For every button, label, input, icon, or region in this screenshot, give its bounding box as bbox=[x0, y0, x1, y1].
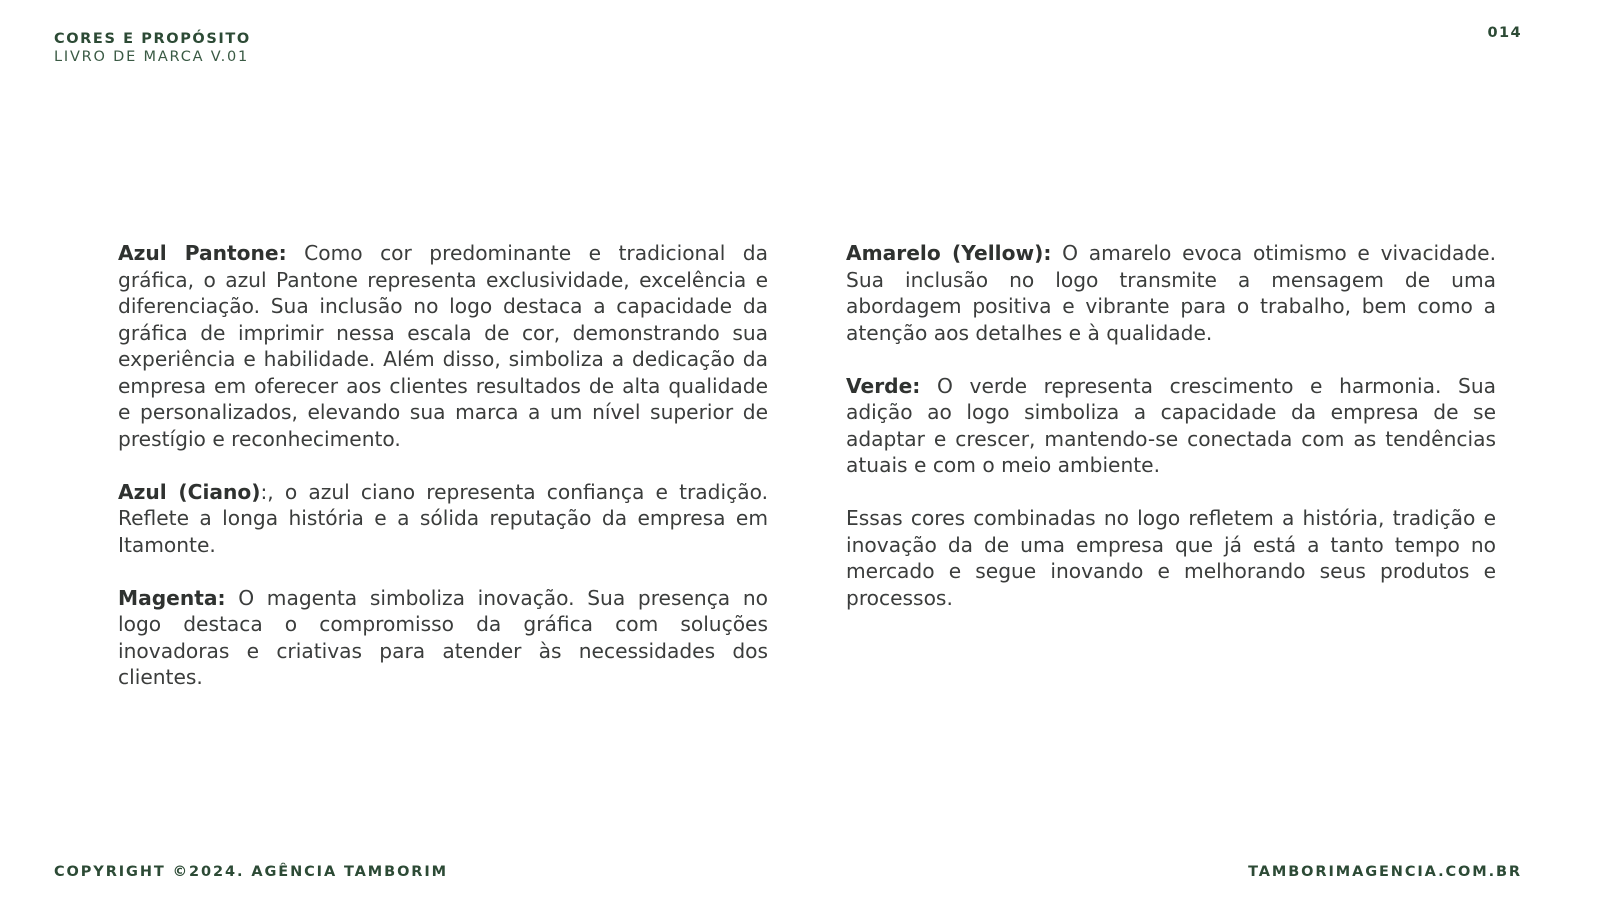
paragraph-azul-ciano bbox=[118, 479, 768, 559]
paragraph-text: Como cor predominante e tradicional da gráfica, o azul Pantone representa exclusividade, excelência e diferenciação. Sua inclusão no logo destaca a capacidade da gráfica de imprimir nessa escala de cor, demonstrando sua experiência e habilidade. Além disso, simboliza a dedicação da empresa em oferecer aos clientes resultados de alta qualidade e personalizados, elevando sua marca a um nível superior de prestígio e reconhecimento. bbox=[118, 241, 768, 451]
book-title: LIVRO DE MARCA V.01 bbox=[54, 49, 250, 65]
left-column bbox=[118, 240, 768, 717]
paragraph-azul-pantone bbox=[118, 240, 768, 452]
paragraph-amarelo bbox=[846, 240, 1496, 346]
paragraph-term: Amarelo (Yellow): bbox=[846, 241, 1052, 265]
paragraph-text: O magenta simboliza inovação. Sua presença no logo destaca o compromisso da gráfica com soluções inovadoras e criativas para atender às necessidades dos clientes. bbox=[118, 585, 768, 689]
section-title: CORES E PROPÓSITO bbox=[54, 31, 251, 47]
right-column bbox=[846, 240, 1496, 638]
paragraph-text: O amarelo evoca otimismo e vivacidade. Sua inclusão no logo transmite a mensagem de uma abordagem positiva e vibrante para o trabalho, bem como a atenção aos detalhes e à qualidade. bbox=[846, 241, 1496, 345]
paragraph-text: :, o azul ciano representa confiança e tradição. Reflete a longa história e a sólida reputação da empresa em Itamonte. bbox=[118, 479, 768, 557]
paragraph-term: Verde: bbox=[846, 373, 921, 398]
paragraph-verde bbox=[846, 373, 1496, 479]
page-number: 014 bbox=[1487, 25, 1522, 41]
header bbox=[54, 30, 251, 67]
footer-copyright: COPYRIGHT ©2024. AGÊNCIA TAMBORIM bbox=[54, 864, 448, 880]
footer-website: TAMBORIMAGENCIA.COM.BR bbox=[1248, 864, 1522, 880]
paragraph-summary bbox=[846, 505, 1496, 611]
paragraph-term: Azul Pantone: bbox=[118, 241, 287, 265]
paragraph-term: Azul (Ciano) bbox=[118, 479, 261, 504]
paragraph-text: Essas cores combinadas no logo refletem a história, tradição e inovação da de uma empresa que já está a tanto tempo no mercado e segue inovando e melhorando seus produtos e processos. bbox=[846, 506, 1496, 610]
paragraph-magenta bbox=[118, 585, 768, 691]
paragraph-text: O verde representa crescimento e harmonia. Sua adição ao logo simboliza a capacidade da empresa de se adaptar e crescer, mantendo-se conectada com as tendências atuais e com o meio ambiente. bbox=[846, 373, 1496, 477]
paragraph-term: Magenta: bbox=[118, 585, 226, 610]
